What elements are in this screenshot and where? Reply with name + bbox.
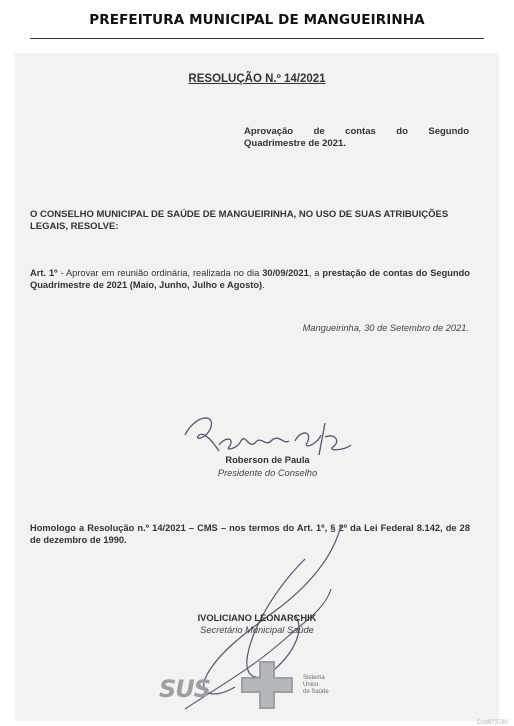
health-cross-icon <box>241 661 293 709</box>
header-divider <box>30 38 484 39</box>
homologation-text: Homologo a Resolução n.º 14/2021 – CMS – nos termos do Art. 1º, § 2º da Lei Federal 8.142, de 28 de dezembro de 1990. <box>30 523 470 545</box>
resolution-title: RESOLUÇÃO N.º 14/2021 <box>188 73 326 85</box>
article-end: . <box>262 280 265 290</box>
article-text-2: , a <box>308 268 323 278</box>
sus-caption-line-3: de Saúde <box>303 689 329 695</box>
sus-caption-line-2: Único <box>303 682 319 688</box>
article-subject: prestação de contas do Segundo Quadrimestre de 2021 (Maio, Junho, Julho e Agosto) <box>30 268 470 290</box>
header-title: PREFEITURA MUNICIPAL DE MANGUEIRINHA <box>89 12 425 28</box>
sus-logo-caption <box>303 675 329 696</box>
article-meeting-date: 30/09/2021 <box>262 268 309 278</box>
summary-line-1: Aprovação de contas do Segundo <box>244 126 469 137</box>
signatory-1-name: Roberson de Paula <box>225 455 310 465</box>
resolution-summary <box>244 126 469 150</box>
signatory-2-name: IVOLICIANO LEONARCHIK <box>197 613 317 623</box>
article-1 <box>30 267 470 291</box>
place-date: Mangueirinha, 30 de Setembro de 2021. <box>302 323 469 333</box>
document-code: Cod673780 <box>476 720 508 726</box>
summary-line-2: Quadrimestre de 2021. <box>244 138 346 149</box>
signatory-2-role: Secretário Municipal Saúde <box>200 625 314 635</box>
page-header <box>0 0 514 40</box>
sus-logo-letters: SUS <box>159 675 211 703</box>
preamble: O CONSELHO MUNICIPAL DE SAÚDE DE MANGUEIRINHA, NO USO DE SUAS ATRIBUIÇÕES LEGAIS, RESOLVE: <box>30 209 449 232</box>
signatory-1-role: Presidente do Conselho <box>217 468 318 478</box>
article-label: Art. 1º <box>30 268 58 278</box>
scanned-document <box>15 53 499 721</box>
article-text-1: - Aprovar em reunião ordinária, realizada no dia <box>57 268 263 278</box>
sus-caption-line-1: Sistema <box>303 675 325 681</box>
sus-logo <box>155 661 355 709</box>
